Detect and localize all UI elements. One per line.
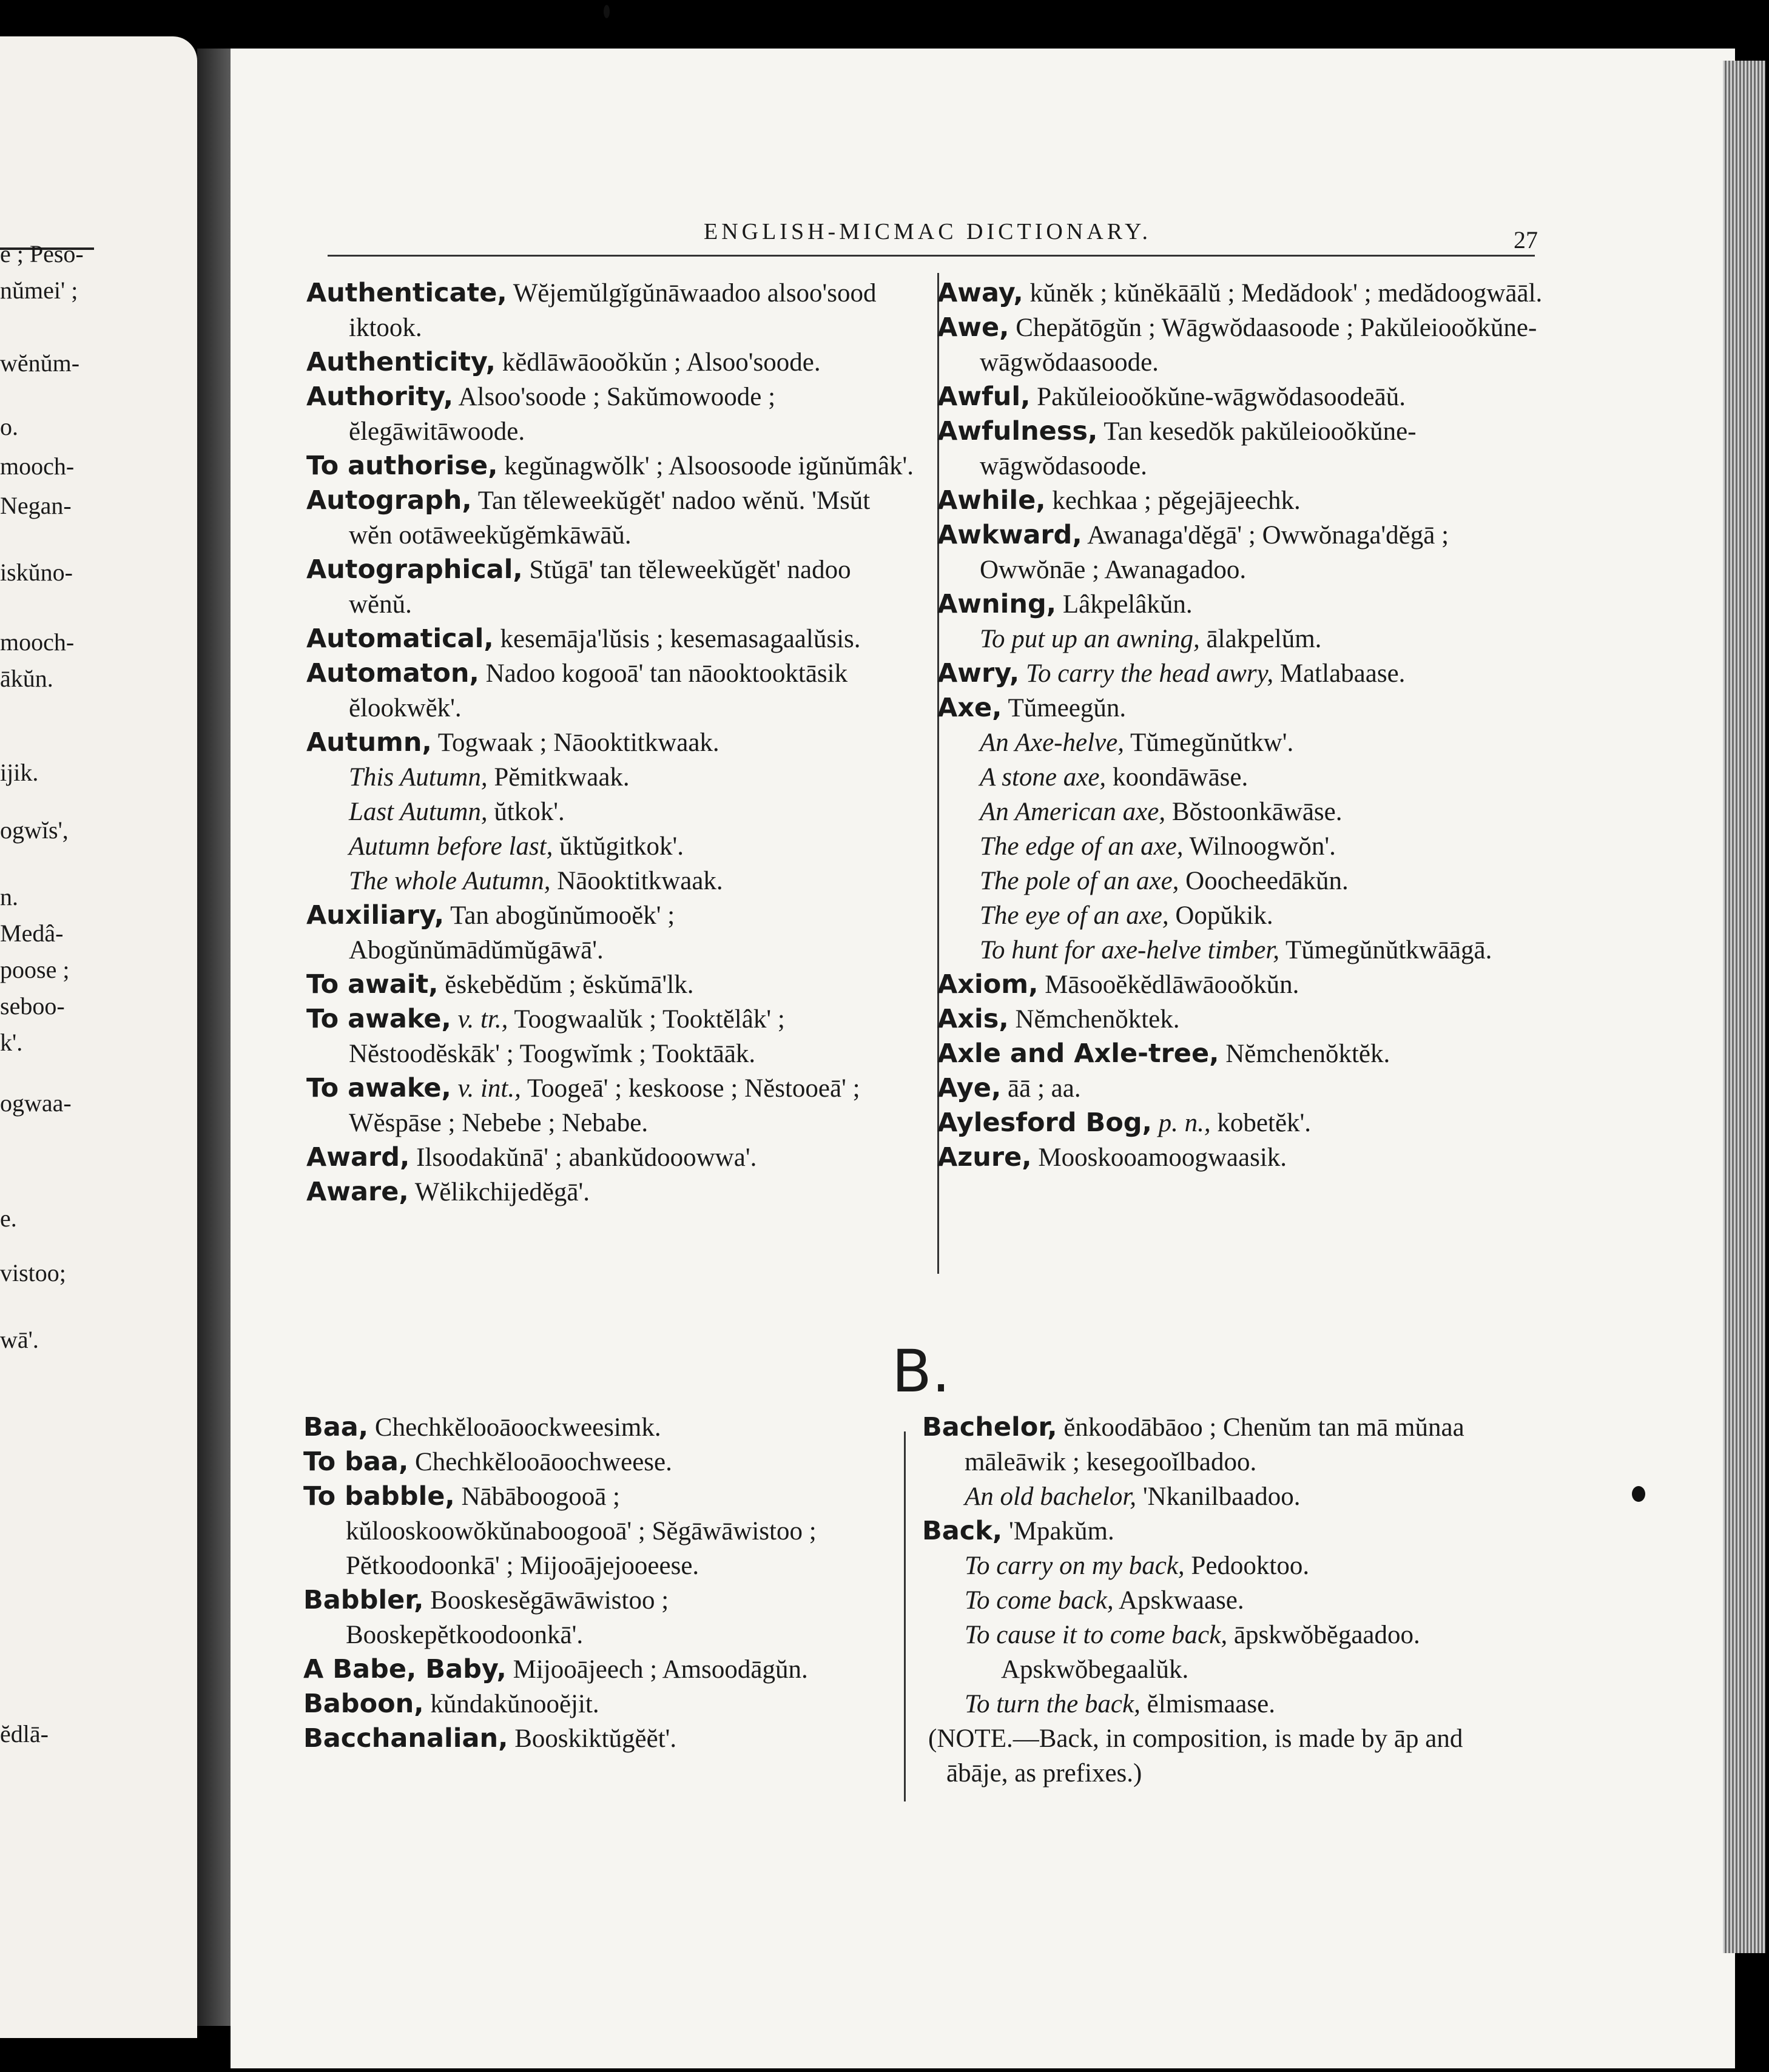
sub-phrase: This Autumn, xyxy=(349,763,488,792)
definition: 'Nkanilbaadoo. xyxy=(1142,1482,1301,1511)
definition: Nāooktitkwaak. xyxy=(557,867,723,895)
dictionary-entry xyxy=(306,967,919,1002)
sub-phrase: The pole of an axe, xyxy=(980,867,1179,895)
sub-entry xyxy=(937,622,1544,656)
sub-entry xyxy=(937,829,1544,864)
definition: Māsooĕkĕdlāwāooŏkŭn. xyxy=(1045,970,1299,999)
definition: Tan abogŭnŭmooĕk' ; Abogŭnŭmādŭmŭgāwā'. xyxy=(349,901,675,964)
definition: ālakpelŭm. xyxy=(1206,625,1322,653)
headword: Axle and Axle-tree, xyxy=(937,1038,1219,1069)
sub-entry xyxy=(922,1687,1529,1721)
headword: Away, xyxy=(937,278,1023,308)
sub-entry xyxy=(306,829,919,864)
sub-phrase: To cause it to come back, xyxy=(965,1621,1228,1649)
headword: To awake, xyxy=(306,1004,451,1034)
grammar-label: p. n., xyxy=(1158,1109,1211,1137)
definition: Booskiktŭgĕĕt'. xyxy=(514,1724,677,1753)
dictionary-entry xyxy=(306,656,919,725)
definition: ĕlmismaase. xyxy=(1147,1690,1275,1718)
headword: Awe, xyxy=(937,312,1009,343)
headword: To await, xyxy=(306,969,439,1000)
definition: Nābāboogooā ; kŭlooskoowŏkŭnaboogooā' ; Sĕgāwāwistoo ; Pĕtkoodoonkā' ; Mijooājejooeese. xyxy=(346,1482,817,1580)
facing-page-text: e. xyxy=(0,1205,17,1232)
dictionary-entry xyxy=(937,691,1544,725)
sub-entry xyxy=(937,725,1544,760)
sub-phrase: To carry on my back, xyxy=(965,1552,1185,1580)
headword: To baa, xyxy=(303,1447,409,1477)
headword: Awfulness, xyxy=(937,416,1098,446)
headword: A Babe, Baby, xyxy=(303,1654,507,1684)
dictionary-entry xyxy=(937,518,1544,587)
dictionary-entry xyxy=(306,483,919,553)
headword: Bachelor, xyxy=(922,1412,1057,1442)
dictionary-entry xyxy=(306,1175,919,1209)
dictionary-entry xyxy=(937,414,1544,483)
column-c xyxy=(303,1410,895,1756)
definition: Alsoo'soode ; Sakŭmowoode ; ĕlegāwitāwoode. xyxy=(349,383,776,446)
definition: Pedooktoo. xyxy=(1191,1552,1310,1580)
column-b xyxy=(937,276,1544,1175)
definition: Tŭmeegŭn. xyxy=(1008,694,1127,722)
column-divider-bottom xyxy=(904,1431,906,1801)
definition: Chepătōgŭn ; Wāgwŏdaasoode ; Pakŭleiooŏkŭne-wāgwŏdaasoode. xyxy=(980,314,1537,377)
sub-phrase: Autumn before last, xyxy=(349,832,553,861)
headword: Axiom, xyxy=(937,969,1039,1000)
definition: Awanaga'dĕgā' ; Owwŏnaga'dĕgā ; Owwŏnāe ; Awanagadoo. xyxy=(980,521,1449,584)
headword: Autographical, xyxy=(306,554,523,585)
facing-page-text: ogwĭs', xyxy=(0,816,69,844)
headword: Baboon, xyxy=(303,1689,424,1719)
dictionary-entry xyxy=(306,1140,919,1175)
definition: Matlabaase. xyxy=(1279,659,1406,688)
headword: Aylesford Bog, xyxy=(937,1108,1152,1138)
dictionary-entry xyxy=(303,1583,895,1652)
sub-entry xyxy=(922,1549,1529,1583)
definition: Toogeā' ; keskoose ; Nĕstooeā' ; Wĕspāse ; Nebebe ; Nebabe. xyxy=(349,1074,860,1137)
dictionary-entry xyxy=(306,449,919,483)
definition: Tŭmegŭnŭtkw'. xyxy=(1130,728,1294,757)
definition: ĕnkoodābāoo ; Chenŭm tan mā mŭnaa māleāwik ; kesegooĭlbadoo. xyxy=(965,1413,1464,1476)
definition: Stŭgā' tan tĕleweekŭgĕt' nadoo wĕnŭ. xyxy=(349,556,851,619)
headword: Award, xyxy=(306,1142,410,1172)
facing-page-text: n. xyxy=(0,883,18,910)
definition: Tŭmegŭnŭtkwāāgā. xyxy=(1285,936,1492,964)
headword: Authority, xyxy=(306,382,454,412)
sub-entry xyxy=(922,1618,1529,1687)
definition: Bŏstoonkāwāse. xyxy=(1171,798,1343,826)
sub-entry xyxy=(306,760,919,795)
facing-page-text: ogwaa- xyxy=(0,1089,72,1117)
headword: Automatical, xyxy=(306,624,494,654)
facing-page-text: Medâ- xyxy=(0,920,64,947)
sub-phrase: The whole Autumn, xyxy=(349,867,551,895)
sub-phrase: To come back, xyxy=(965,1586,1114,1615)
facing-page-text: ākŭn. xyxy=(0,665,53,692)
dictionary-entry xyxy=(937,276,1544,311)
sub-phrase: To hunt for axe-helve timber, xyxy=(980,936,1280,964)
sub-entry xyxy=(937,795,1544,829)
ink-mark xyxy=(1632,1486,1645,1502)
definition: āā ; aa. xyxy=(1008,1074,1081,1103)
page-edges xyxy=(1723,61,1765,1953)
dictionary-entry xyxy=(306,1002,919,1071)
header-rule xyxy=(328,255,1535,257)
headword: Baa, xyxy=(303,1412,369,1442)
dictionary-entry xyxy=(303,1410,895,1445)
dictionary-entry xyxy=(306,553,919,622)
definition: Nadoo kogooā' tan nāooktooktāsik ĕlookwĕk'. xyxy=(349,659,848,722)
facing-page-text: nŭmei' ; xyxy=(0,277,78,304)
headword: Authenticate, xyxy=(306,278,507,308)
definition: Wĕjemŭlgĭgŭnāwaadoo alsoo'sood iktook. xyxy=(349,279,877,342)
definition: kesemāja'lŭsis ; kesemasagaalŭsis. xyxy=(500,625,861,653)
dictionary-entry xyxy=(937,1106,1544,1140)
definition: kŭndakŭnooĕjit. xyxy=(430,1690,599,1718)
headword: Autograph, xyxy=(306,485,472,516)
running-header: ENGLISH-MICMAC DICTIONARY. xyxy=(704,219,1151,244)
facing-page-text: poose ; xyxy=(0,956,70,983)
dictionary-entry xyxy=(306,622,919,656)
sub-entry xyxy=(306,795,919,829)
definition: Toogwaalŭk ; Tooktĕlâk' ; Nĕstoodĕskāk' ; Toogwĭmk ; Tooktāāk. xyxy=(349,1005,785,1068)
sub-phrase: Last Autumn, xyxy=(349,798,488,826)
dictionary-entry xyxy=(922,1410,1529,1479)
page-number: 27 xyxy=(1514,226,1538,254)
definition: Mooskooamoogwaasik. xyxy=(1038,1143,1287,1172)
headword: Back, xyxy=(922,1516,1003,1546)
headword: Awning, xyxy=(937,589,1057,619)
sub-entry xyxy=(306,864,919,898)
facing-page-text: mooch- xyxy=(0,628,75,656)
sub-entry xyxy=(937,933,1544,967)
definition: Nĕmchenŏktek. xyxy=(1015,1005,1180,1034)
definition: kobetĕk'. xyxy=(1217,1109,1312,1137)
headword: Awhile, xyxy=(937,485,1046,516)
dictionary-entry xyxy=(303,1687,895,1721)
headword: To babble, xyxy=(303,1481,455,1512)
definition: Apskwaase. xyxy=(1119,1586,1244,1615)
facing-page-text: o. xyxy=(0,413,18,440)
headword: Autumn, xyxy=(306,727,432,758)
dictionary-entry xyxy=(306,345,919,380)
facing-page-text: wĕnŭm- xyxy=(0,349,80,377)
usage-note: (NOTE.—Back, in composition, is made by āp and ābāje, as prefixes.) xyxy=(928,1724,1463,1788)
dictionary-entry xyxy=(303,1479,895,1583)
sub-entry xyxy=(937,898,1544,933)
definition: āpskwŏbĕgaadoo. Apskwŏbegaalŭk. xyxy=(1001,1621,1420,1684)
facing-page-text: k'. xyxy=(0,1029,23,1056)
definition: Ooocheedākŭn. xyxy=(1185,867,1349,895)
headword: Aware, xyxy=(306,1177,409,1207)
headword: Bacchanalian, xyxy=(303,1723,508,1754)
definition: Pakŭleiooŏkŭne-wāgwŏdasoodeāŭ. xyxy=(1037,383,1406,411)
facing-page-text: iskŭno- xyxy=(0,559,73,586)
definition: Wilnoogwŏn'. xyxy=(1189,832,1336,861)
dictionary-entry xyxy=(922,1514,1529,1549)
sub-entry xyxy=(922,1583,1529,1618)
definition: ŭtkok'. xyxy=(494,798,565,826)
dictionary-entry xyxy=(306,725,919,760)
sub-entry xyxy=(937,864,1544,898)
headword: Auxiliary, xyxy=(306,900,445,930)
definition: Tan kesedŏk pakŭleiooŏkŭne-wāgwŏdasoode. xyxy=(980,417,1417,480)
sub-phrase: An American axe, xyxy=(980,798,1166,826)
headword: Awkward, xyxy=(937,520,1082,550)
headword: Axe, xyxy=(937,693,1002,723)
definition: Nĕmchenŏktĕk. xyxy=(1225,1040,1390,1068)
definition: Tan tĕleweekŭgĕt' nadoo wĕnŭ. 'Msŭt wĕn ootāweekŭgĕmkāwāŭ. xyxy=(349,486,871,550)
grammar-label: v. tr., xyxy=(457,1005,508,1034)
definition: kĕdlāwāooŏkŭn ; Alsoo'soode. xyxy=(502,348,821,377)
definition: koondāwāse. xyxy=(1112,763,1248,792)
sub-entry xyxy=(937,760,1544,795)
headword: Authenticity, xyxy=(306,347,496,377)
dictionary-entry xyxy=(937,380,1544,414)
dictionary-entry xyxy=(306,380,919,449)
headword: To awake, xyxy=(306,1073,451,1103)
definition: 'Mpakŭm. xyxy=(1008,1517,1114,1546)
facing-page-text: ijik. xyxy=(0,759,39,786)
definition: Pĕmitkwaak. xyxy=(494,763,630,792)
definition: ĕskebĕdŭm ; ĕskŭmā'lk. xyxy=(445,970,694,999)
dictionary-entry xyxy=(306,276,919,345)
definition: Ilsoodakŭnā' ; abankŭdooowwa'. xyxy=(416,1143,757,1172)
definition: Oopŭkik. xyxy=(1175,901,1273,930)
definition: Chechkĕlooāoockweesimk. xyxy=(374,1413,661,1442)
definition: Togwaak ; Nāooktitkwaak. xyxy=(437,728,719,757)
facing-page-text: vistoo; xyxy=(0,1259,66,1287)
dictionary-entry xyxy=(937,587,1544,622)
sub-phrase: The edge of an axe, xyxy=(980,832,1184,861)
headword: Axis, xyxy=(937,1004,1009,1034)
headword: Awful, xyxy=(937,382,1031,412)
headword: Automaton, xyxy=(306,658,479,688)
facing-page xyxy=(0,36,197,2038)
dictionary-entry xyxy=(303,1721,895,1756)
dictionary-entry xyxy=(937,1037,1544,1071)
dictionary-entry xyxy=(306,898,919,967)
facing-page-text: wā'. xyxy=(0,1326,39,1353)
facing-page-text: mooch- xyxy=(0,452,75,480)
grammar-label: To carry the head awry, xyxy=(1026,659,1274,688)
definition: kŭnĕk ; kŭnĕkāālŭ ; Medădook' ; medădoogwāāl. xyxy=(1029,279,1543,308)
dictionary-entry xyxy=(937,967,1544,1002)
dictionary-entry xyxy=(937,1140,1544,1175)
sub-entry xyxy=(922,1479,1529,1514)
sub-phrase: To put up an awning, xyxy=(980,625,1200,653)
dictionary-entry xyxy=(937,311,1544,380)
headword: Babbler, xyxy=(303,1585,424,1615)
section-letter: B. xyxy=(892,1337,951,1405)
dictionary-entry xyxy=(306,1071,919,1140)
sub-phrase: An old bachelor, xyxy=(965,1482,1137,1511)
dictionary-entry xyxy=(937,1002,1544,1037)
definition: Mijooājeech ; Amsoodāgŭn. xyxy=(513,1655,808,1684)
headword: To authorise, xyxy=(306,451,498,481)
definition: Lâkpelâkŭn. xyxy=(1062,590,1193,619)
dictionary-entry xyxy=(937,656,1544,691)
definition: Booskesĕgāwāwistoo ; Booskepĕtkoodoonkā'. xyxy=(346,1586,669,1649)
headword: Aye, xyxy=(937,1073,1002,1103)
headword: Azure, xyxy=(937,1142,1032,1172)
sub-phrase: A stone axe, xyxy=(980,763,1107,792)
facing-page-text: Negan- xyxy=(0,492,72,519)
grammar-label: v. int., xyxy=(457,1074,521,1103)
definition: kegŭnagwŏlk' ; Alsoosoode igŭnŭmâk'. xyxy=(504,452,914,480)
facing-page-text: seboo- xyxy=(0,992,65,1020)
sub-phrase: An Axe-helve, xyxy=(980,728,1124,757)
headword: Awry, xyxy=(937,658,1020,688)
column-d xyxy=(922,1410,1529,1791)
dictionary-entry xyxy=(303,1445,895,1479)
dictionary-entry xyxy=(937,483,1544,518)
dictionary-entry xyxy=(303,1652,895,1687)
ink-mark xyxy=(604,5,610,18)
sub-phrase: The eye of an axe, xyxy=(980,901,1169,930)
column-a xyxy=(306,276,919,1209)
definition: Chechkĕlooāoochweese. xyxy=(415,1448,672,1476)
definition: kechkaa ; pĕgejājeechk. xyxy=(1052,486,1301,515)
sub-phrase: To turn the back, xyxy=(965,1690,1141,1718)
dictionary-entry xyxy=(937,1071,1544,1106)
definition: ŭktŭgitkok'. xyxy=(559,832,684,861)
facing-page-text: e ; Peso- xyxy=(0,240,84,267)
facing-page-text: ĕdlā- xyxy=(0,1720,49,1747)
definition: Wĕlikchijedĕgā'. xyxy=(414,1178,590,1206)
